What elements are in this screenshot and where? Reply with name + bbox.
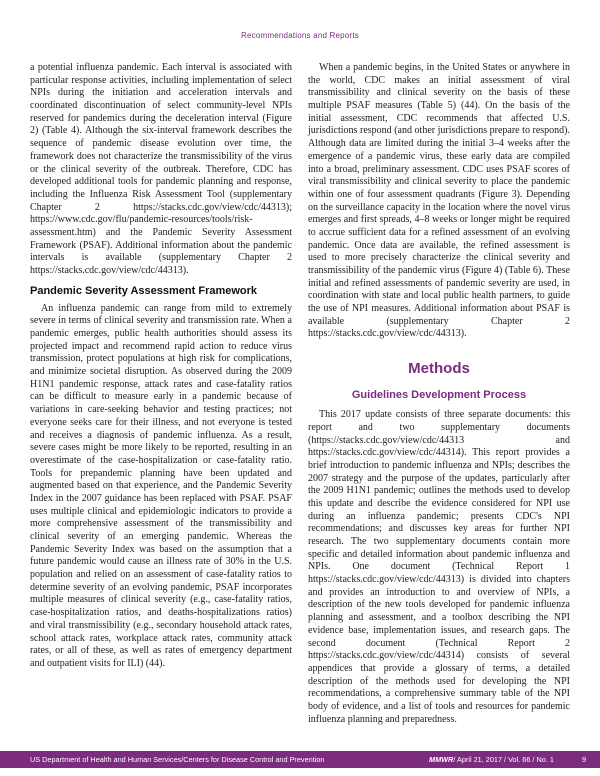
guidelines-subheading: Guidelines Development Process xyxy=(351,389,527,402)
running-head: Recommendations and Reports xyxy=(241,31,359,40)
footer-issue-info: / April 21, 2017 / Vol. 66 / No. 1 xyxy=(453,755,554,764)
content-columns xyxy=(30,62,570,726)
left-column xyxy=(30,62,292,726)
footer-citation xyxy=(429,755,586,764)
footer-journal-name: MMWR xyxy=(429,755,454,764)
section-heading-psaf: Pandemic Severity Assessment Framework xyxy=(30,284,258,297)
footer-publisher: US Department of Health and Human Services/Centers for Disease Control and Prevention xyxy=(30,755,325,764)
paragraph-2017-update: This 2017 update consists of three separate documents: this report and two supplementary documents (https://stacks.cdc.gov/view/cdc/44313 and https://stacks.cdc.gov/view/cdc/44314). This report provides a brief introduction to pandemic influenza and NPIs; describes the 2007 strategy and the purpose of the updates, particularly after the 2009 H1N1 pandemic; outlines the methods used to develop this update and describe the evidence considered for NPI use during an influenza pandemic; presents CDC's NPI recommendations; and discusses key areas for further NPI research. The two supplementary documents contain more specific and detailed information about pandemic influenza and NPIs. One document (Technical Report 1 https://stacks.cdc.gov/view/cdc/44313) is divided into chapters and provides an introduction to and overview of NPIs, a description of the new tools developed for pandemic influenza planning and assessment, and a toolbox describing the NPI evidence base, implementation issues, and research gaps. The second document (Technical Report 2 https://stacks.cdc.gov/view/cdc/44314) consists of several appendices that provide a glossary of terms, a detailed description of the methods used for developing the NPI recommendations, a comprehensive summary table of the NPI body of evidence, and a list of tools and resources for pandemic influenza planning and preparedness. xyxy=(308,409,570,725)
right-column xyxy=(308,62,570,726)
paragraph-psaf: An influenza pandemic can range from mild to extremely severe in terms of clinical severity and transmission rate. When a pandemic emerges, public health authorities should assess its projected impact and recommend rapid action to reduce virus transmission, protect populations at high risk for complications, and minimize societal disruption. As observed during the 2009 H1N1 pandemic response, attack rates and case-fatality ratios can be difficult to measure early in a pandemic because of variations in care-seeking behavior and testing practices; not everyone seeks care for their illness, and not everyone is tested and receives a diagnosis of pandemic influenza. As a result, severe cases might be more likely to be reported, resulting in an overestimate of the case-hospitalization or case-fatality ratio. Tools for prepandemic planning have been updated and augmented based on that experience, and the Pandemic Severity Index in the 2007 guidance has been replaced with PSAF. PSAF uses multiple clinical and epidemiologic indicators to provide a more comprehensive assessment of the transmissibility and clinical severity of an emerging pandemic. Whereas the Pandemic Severity Index was based on the assumption that a future pandemic would cause an illness rate of 30% in the U.S. population and relied on an assessment of case-fatality ratios to determine severity of an evolving pandemic, PSAF incorporates multiple measures of clinical severity (e.g., case-fatality ratios, case-hospitalization ratios, and deaths-hospitalizations ratios) and viral transmissibility (e.g., secondary household attack rates, school attack rates, workplace attack rates, community attack rates, or all of these, as well as rates of emergency department and outpatient visits for ILI) (44). xyxy=(30,302,292,669)
paragraph-initial-assessment: When a pandemic begins, in the United States or anywhere in the world, CDC makes an initial assessment of viral transmissibility and clinical severity on the basis of these multiple PSAF measures (Table 5) (44). On the basis of the initial assessment, CDC recommends that affected U.S. jurisdictions respond (and other jurisdictions prepare to respond). Although data are limited during the initial 3–4 weeks after the emergence of a pandemic virus, these early data are compiled into a broad, preliminary assessment. CDC uses PSAF scores of viral transmissibility and clinical severity to place the pandemic within one of four assessment quadrants (Figure 3). Depending on the surveillance capacity in the location where the novel virus emerges and first spreads, 4–8 weeks or longer might be required to accrue sufficient data for a refined assessment of an evolving pandemic. Once data are available, the refined assessment is used to more precisely characterize the clinical severity and transmissibility of the pandemic virus (Figure 4) (Table 6). These initial and refined assessments of pandemic severity are used, in coordination with state and local public health partners, to guide the use of NPI measures. Additional information about PSAF is available (supplementary Chapter 2 https://stacks.cdc.gov/view/cdc/44313). xyxy=(308,62,570,340)
page-footer xyxy=(0,751,600,768)
paragraph-intervals-continuation: a potential influenza pandemic. Each interval is associated with particular response activities, including implementation of select NPIs during the initiation and acceleration intervals and coordinated discontinuation of select community-level NPIs reserved for pandemics during the deceleration interval (Figure 2) (Table 4). Although the six-interval framework describes the sequence of pandemic disease evolution over time, the framework does not characterize the transmissibility of the virus or the clinical severity of the outbreak. Therefore, CDC has developed additional tools for pandemic planning and response, including the Influenza Risk Assessment Tool (supplementary Chapter 2 https://stacks.cdc.gov/view/cdc/44313); https://www.cdc.gov/flu/pandemic-resources/tools/risk-assessment.htm) and the Pandemic Severity Assessment Framework (PSAF). Additional information about the pandemic intervals is available (supplementary Chapter 2 https://stacks.cdc.gov/view/cdc/44313). xyxy=(30,62,292,276)
methods-heading: Methods xyxy=(408,360,470,378)
page-number: 9 xyxy=(581,755,586,764)
